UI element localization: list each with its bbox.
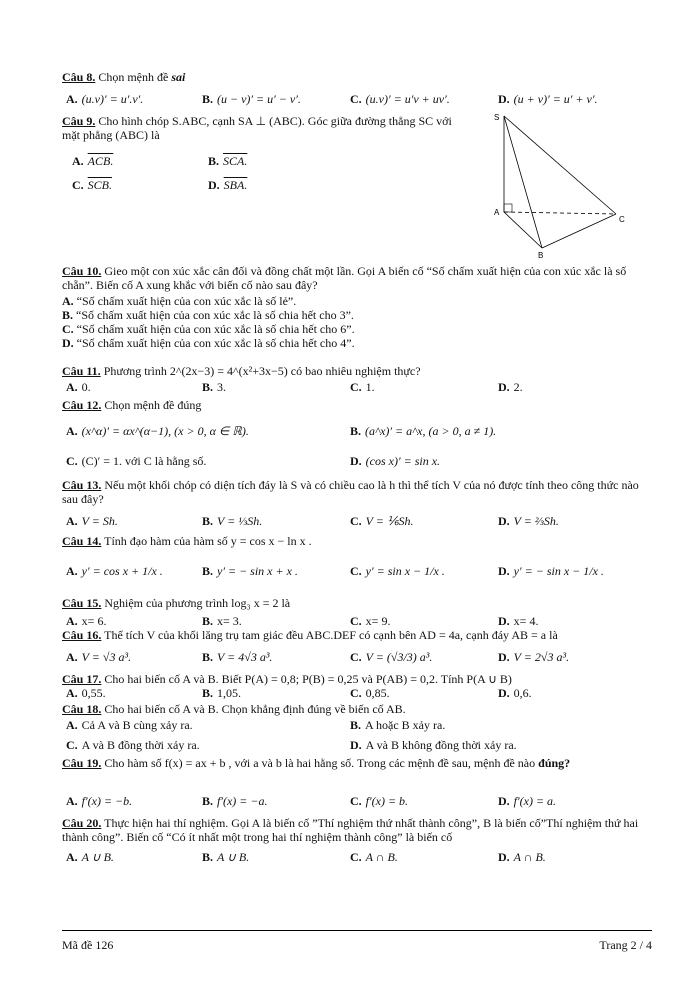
option-c[interactable]: C. A ∩ B. [350, 850, 398, 864]
question-text: Tính đạo hàm của hàm số y = cos x − ln x . [104, 534, 312, 548]
question-text: Nếu một khối chóp có diện tích đáy là S và có chiều cao là h thì thể tích V của nó được tính theo công thức nào sau đây? [62, 478, 639, 506]
options-20 [62, 850, 652, 866]
option-b[interactable]: B. A ∪ B. [202, 850, 250, 864]
option-a[interactable]: A. x= 6. [66, 614, 107, 628]
options-11 [62, 380, 652, 396]
option-a[interactable]: A. 0. [66, 380, 91, 394]
option-c[interactable]: C. V = (√3/3) a³. [350, 650, 433, 664]
question-18 [62, 702, 652, 716]
option-d[interactable]: D. y′ = − sin x − 1/x . [498, 564, 604, 578]
option-c[interactable]: C. y′ = sin x − 1/x . [350, 564, 445, 578]
question-17 [62, 672, 652, 686]
options-18-row1 [62, 718, 652, 734]
option-a[interactable]: A. (x^α)′ = αx^(α−1), (x > 0, α ∈ ℝ). [66, 424, 249, 438]
options-9-row1 [62, 154, 452, 170]
question-label: Câu 16. [62, 628, 102, 642]
question-label: Câu 11. [62, 364, 101, 378]
footer-rule [62, 930, 652, 931]
question-9 [62, 114, 452, 142]
option-d[interactable]: D. V = 2√3 a³. [498, 650, 570, 664]
question-label: Câu 18. [62, 702, 102, 716]
pyramid-figure [490, 112, 630, 262]
option-b[interactable]: B. x= 3. [202, 614, 242, 628]
question-label: Câu 20. [62, 816, 102, 830]
question-text: Cho hàm số f(x) = ax + b , với a và b là hai hằng số. Trong các mệnh đề sau, mệnh đề nào [104, 756, 536, 770]
option-c[interactable]: C. 0,85. [350, 686, 390, 700]
option-a[interactable]: A. ACB. [72, 154, 114, 168]
question-8 [62, 70, 652, 84]
vertex-a: A [494, 208, 500, 217]
question-12 [62, 398, 652, 412]
option-c[interactable]: C. (u.v)′ = u′v + uv′. [350, 92, 450, 106]
option-d[interactable]: D. SBA. [208, 178, 248, 192]
question-text: Thực hiện hai thí nghiệm. Gọi A là biến cố ”Thí nghiệm thứ nhất thành công”, B là biến cố”Thí nghiệm thứ hai thành công”. Biến cố “Có ít nhất một trong hai thí nghiệm thành công” là biến cố [62, 816, 639, 844]
page-number: Trang 2 / 4 [599, 938, 652, 952]
options-12-row2 [62, 454, 652, 470]
vertex-b: B [538, 251, 544, 260]
question-text: Phương trình 2^(2x−3) = 4^(x²+3x−5) có bao nhiêu nghiệm thực? [103, 364, 421, 378]
question-label: Câu 19. [62, 756, 102, 770]
question-text: Nghiệm của phương trình log₃ x = 2 là [104, 596, 291, 610]
question-label: Câu 13. [62, 478, 102, 492]
option-a[interactable]: A. f′(x) = −b. [66, 794, 133, 808]
question-text: Cho hai biến cố A và B. Chọn khẳng định đúng về biến cố AB. [104, 702, 406, 716]
question-label: Câu 8. [62, 70, 96, 84]
option-d[interactable]: D. 0,6. [498, 686, 532, 700]
option-d[interactable]: D. (cos x)′ = sin x. [350, 454, 441, 468]
option-b[interactable]: B. A hoặc B xảy ra. [350, 718, 446, 732]
vertex-s: S [494, 113, 500, 122]
question-text: Chọn mệnh đề đúng [104, 398, 202, 412]
question-10 [62, 264, 652, 292]
option-b[interactable]: B. SCA. [208, 154, 248, 168]
options-8 [62, 92, 652, 108]
question-text: Gieo một con xúc xắc cân đối và đồng chất một lần. Gọi A biến cố “Số chấm xuất hiện của con xúc xắc là số chẵn”. Biến cố A xung khắc với biến cố nào sau đây? [62, 264, 627, 292]
option-d[interactable]: D. f′(x) = a. [498, 794, 557, 808]
question-label: Câu 17. [62, 672, 102, 686]
options-12-row1 [62, 424, 652, 440]
option-c[interactable]: C. A và B đồng thời xảy ra. [66, 738, 200, 752]
question-label: Câu 15. [62, 596, 102, 610]
option-a[interactable]: A. Cả A và B cùng xảy ra. [66, 718, 193, 732]
option-c[interactable]: C. x= 9. [350, 614, 391, 628]
option-d[interactable]: D. “Số chấm xuất hiện của con xúc xắc là số chia hết cho 4”. [62, 336, 355, 350]
option-c[interactable]: C. 1. [350, 380, 375, 394]
question-19 [62, 756, 652, 770]
question-16 [62, 628, 652, 642]
question-text: Cho hai biến cố A và B. Biết P(A) = 0,8; P(B) = 0,25 và P(AB) = 0,2. Tính P(A ∪ B) [104, 672, 512, 686]
option-d[interactable]: D. (u + v)′ = u′ + v′. [498, 92, 598, 106]
option-b[interactable]: B. “Số chấm xuất hiện của con xúc xắc là số chia hết cho 3”. [62, 308, 354, 322]
question-emphasis: sai [171, 70, 186, 84]
option-d[interactable]: D. A ∩ B. [498, 850, 546, 864]
options-9-row2 [62, 178, 452, 194]
question-15 [62, 596, 652, 610]
question-text: Chọn mệnh đề [98, 70, 169, 84]
option-b[interactable]: B. V = 4√3 a³. [202, 650, 273, 664]
option-a[interactable]: A. (u.v)′ = u′.v′. [66, 92, 144, 106]
question-11 [62, 364, 652, 378]
question-text: Cho hình chóp S.ABC, cạnh SA ⊥ (ABC). Góc giữa đường thẳng SC với mặt phẳng (ABC) là [62, 114, 452, 142]
option-c[interactable]: C. V = ⅙Sh. [350, 514, 414, 528]
options-16 [62, 650, 652, 666]
option-d[interactable]: D. A và B không đồng thời xảy ra. [350, 738, 517, 752]
exam-code: Mã đề 126 [62, 938, 114, 952]
options-14 [62, 564, 652, 580]
option-a[interactable]: A. V = √3 a³. [66, 650, 132, 664]
option-b[interactable]: B. f′(x) = −a. [202, 794, 268, 808]
question-13 [62, 478, 652, 506]
question-label: Câu 9. [62, 114, 96, 128]
options-18-row2 [62, 738, 652, 754]
question-emphasis: đúng? [538, 756, 571, 770]
option-b[interactable]: B. (u − v)′ = u′ − v′. [202, 92, 301, 106]
option-b[interactable]: B. (a^x)′ = a^x, (a > 0, a ≠ 1). [350, 424, 497, 438]
option-c[interactable]: C. f′(x) = b. [350, 794, 409, 808]
question-20 [62, 816, 652, 844]
option-a[interactable]: A. y′ = cos x + 1/x . [66, 564, 163, 578]
option-b[interactable]: B. V = ⅓Sh. [202, 514, 263, 528]
options-17 [62, 686, 652, 702]
question-text: Thể tích V của khối lăng trụ tam giác đều ABC.DEF có cạnh bên AD = 4a, cạnh đáy AB = a là [104, 628, 558, 642]
option-a[interactable]: A. “Số chấm xuất hiện của con xúc xắc là số lẻ”. [62, 294, 297, 308]
option-b[interactable]: B. y′ = − sin x + x . [202, 564, 298, 578]
options-19 [62, 794, 652, 810]
option-d[interactable]: D. x= 4. [498, 614, 539, 628]
question-14 [62, 534, 652, 548]
option-b[interactable]: B. 1,05. [202, 686, 242, 700]
question-label: Câu 10. [62, 264, 102, 278]
option-c[interactable]: C. SCB. [72, 178, 113, 192]
option-b[interactable]: B. 3. [202, 380, 227, 394]
question-label: Câu 14. [62, 534, 102, 548]
option-d[interactable]: D. 2. [498, 380, 523, 394]
option-a[interactable]: A. A ∪ B. [66, 850, 114, 864]
option-c[interactable]: C. (C)′ = 1. với C là hằng số. [66, 454, 207, 468]
question-label: Câu 12. [62, 398, 102, 412]
option-c[interactable]: C. “Số chấm xuất hiện của con xúc xắc là số chia hết cho 6”. [62, 322, 355, 336]
option-a[interactable]: A. 0,55. [66, 686, 106, 700]
vertex-c: C [619, 215, 625, 224]
option-a[interactable]: A. V = Sh. [66, 514, 118, 528]
option-d[interactable]: D. V = ⅔Sh. [498, 514, 559, 528]
options-13 [62, 514, 652, 530]
